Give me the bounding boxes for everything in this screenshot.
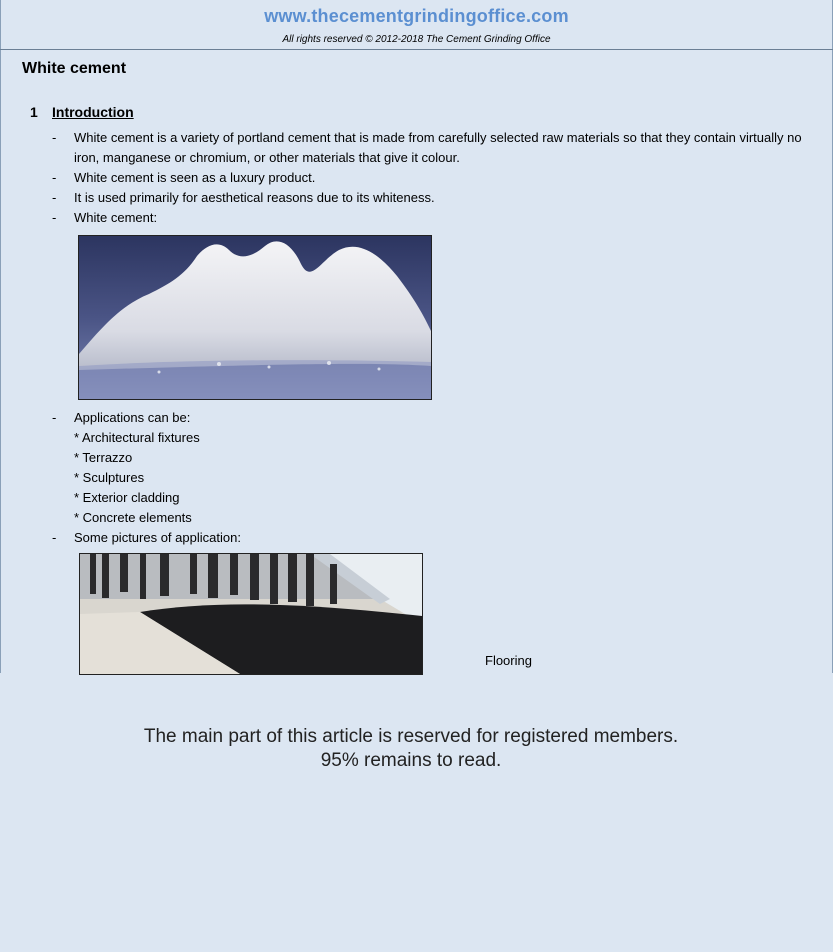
section-number: 1: [30, 104, 38, 120]
section-title: Introduction: [52, 104, 134, 120]
application-item: * Concrete elements: [74, 510, 192, 525]
bullet-dash: -: [52, 170, 57, 185]
application-item: * Sculptures: [74, 470, 145, 485]
copyright-notice: All rights reserved © 2012-2018 The Cement Grinding Office: [282, 34, 551, 45]
bullet-dash: -: [52, 530, 57, 545]
bullet-text-definition: White cement is a variety of portland cement that is made from carefully selected raw materials so that they contain virtually no iron, manganese or chromium, or other materials that give it colour.: [74, 130, 802, 165]
white-cement-powder-image: [78, 235, 432, 400]
bullet-text-pictures: Some pictures of application:: [74, 530, 241, 545]
application-item: * Terrazzo: [74, 450, 133, 465]
bullet-dash: -: [52, 410, 57, 425]
paywall-line-1: The main part of this article is reserved for registered members.: [143, 726, 679, 747]
bullet-text-white-cement: White cement:: [74, 210, 158, 225]
page-title: White cement: [22, 60, 127, 77]
bullet-text-luxury: White cement is seen as a luxury product.: [74, 170, 316, 185]
application-item: * Exterior cladding: [74, 490, 180, 505]
bullet-text-usage: It is used primarily for aesthetical reasons due to its whiteness.: [74, 190, 435, 205]
paywall-notice: [0, 725, 822, 773]
page-header: [0, 0, 833, 50]
bullet-dash: -: [52, 130, 57, 145]
bullet-dash: -: [52, 190, 57, 205]
site-url-link[interactable]: www.thecementgrindingoffice.com: [264, 6, 569, 26]
paywall-line-2: 95% remains to read.: [320, 750, 502, 771]
flooring-photo: [79, 553, 423, 675]
bullet-text-applications: Applications can be:: [74, 410, 191, 425]
flooring-caption: Flooring: [485, 653, 532, 668]
application-item: * Architectural fixtures: [74, 430, 200, 445]
bullet-dash: -: [52, 210, 57, 225]
